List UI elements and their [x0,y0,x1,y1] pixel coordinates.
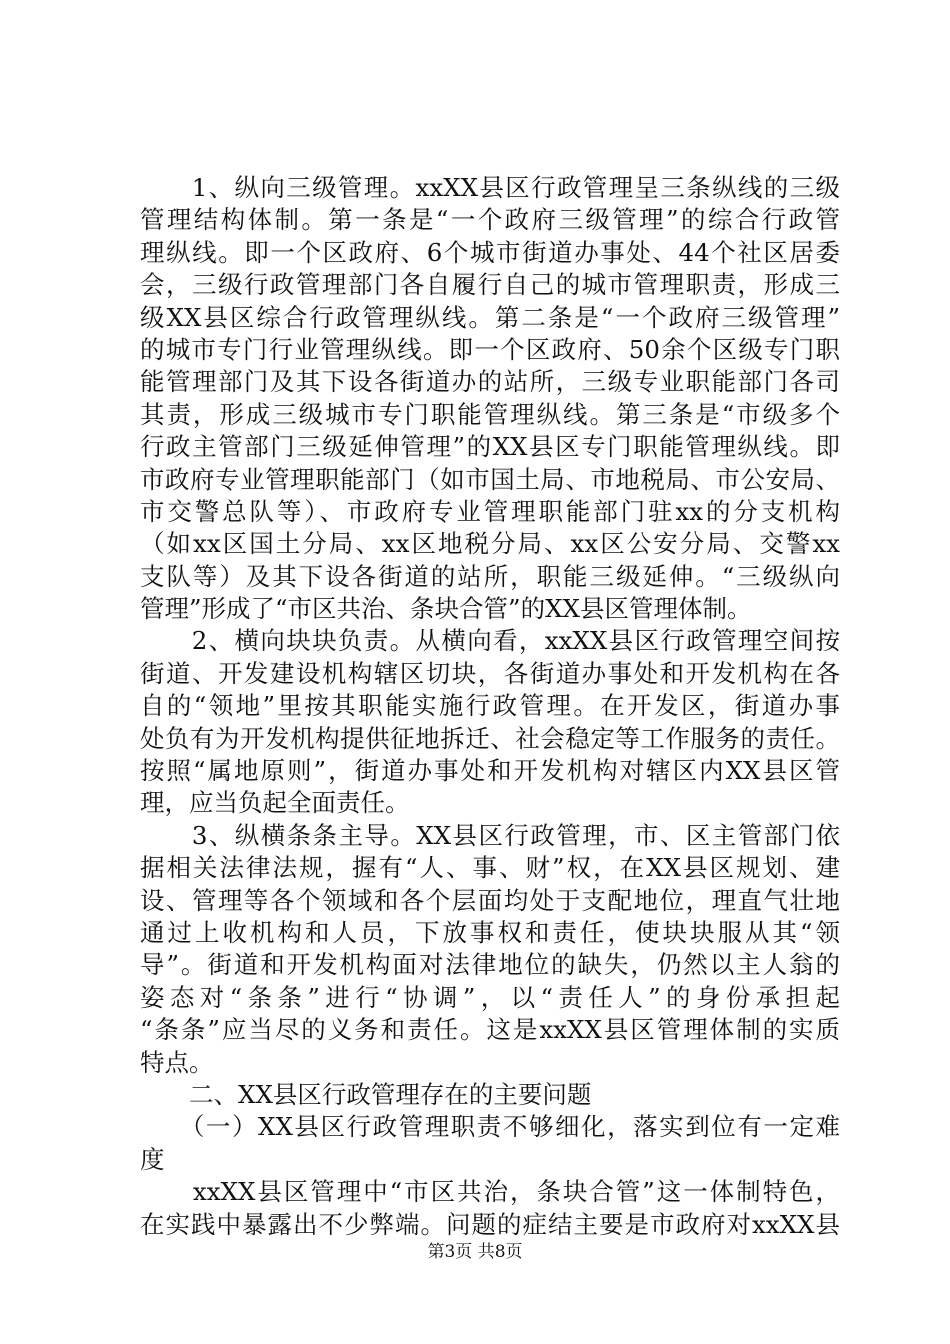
text-line: 导”。街道和开发机构面对法律地位的缺失，仍然以主人翁的 [140,950,840,980]
subsection-heading-continued: 度 [140,1144,165,1174]
text-line: 设、管理等各个领域和各个层面均处于支配地位，理直气壮地 [140,885,840,915]
text-line: 管理结构体制。第一条是“一个政府三级管理”的综合行政管 [140,205,840,235]
text-line: 3、纵横条条主导。XX县区行政管理，市、区主管部门依 [140,820,840,850]
text-line: 自的“领地”里按其职能实施行政管理。在开发区，街道办事 [140,691,840,721]
text-line: 据相关法律法规，握有“人、事、财”权，在XX县区规划、建 [140,853,840,883]
text-line: 能管理部门及其下设各街道办的站所，三级专业职能部门各司 [140,367,840,397]
text-line: 2、横向块块负责。从横向看，xxXX县区行政管理空间按 [140,626,840,656]
text-line: 通过上收机构和人员，下放事权和责任，使块块服从其“领 [140,917,840,947]
text-line: 支队等）及其下设各街道的站所，职能三级延伸。“三级纵向 [140,561,840,591]
text-line: 处负有为开发机构提供征地拆迁、社会稳定等工作服务的责任。 [140,723,840,753]
text-line: 街道、开发建设机构辖区切块，各街道办事处和开发机构在各 [140,658,840,688]
text-line: 姿态对“条条”进行“协调”，以“责任人”的身份承担起 [140,982,840,1012]
text-line: 行政主管部门三级延伸管理”的XX县区专门职能管理纵线。即 [140,432,840,462]
text-line: “条条”应当尽的义务和责任。这是xxXX县区管理体制的实质 [140,1015,840,1045]
text-line: 特点。 [140,1047,214,1077]
document-body [140,172,840,1241]
text-line: 其责，形成三级城市专门职能管理纵线。第三条是“市级多个 [140,399,840,429]
text-line: 级XX县区综合行政管理纵线。第二条是“一个政府三级管理” [140,302,840,332]
text-line: 在实践中暴露出不少弊端。问题的症结主要是市政府对xxXX县 [140,1209,840,1239]
text-line: 理，应当负起全面责任。 [140,788,410,818]
text-line: （如xx区国土分局、xx区地税分局、xx区公安分局、交警xx [140,529,840,559]
text-line: 管理”形成了“市区共治、条块合管”的XX县区管理体制。 [140,594,752,624]
text-line: 市政府专业管理职能部门（如市国土局、市地税局、市公安局、 [140,464,840,494]
text-line: 市交警总队等）、市政府专业管理职能部门驻xx的分支机构 [140,496,840,526]
subsection-heading: （一）XX县区行政管理职责不够细化，落实到位有一定难 [140,1112,840,1142]
text-line: 的城市专门行业管理纵线。即一个区政府、50余个区级专门职 [140,334,840,364]
page-number-footer: 第3页 共8页 [427,1242,523,1262]
text-line: xxXX县区管理中“市区共治，条块合管”这一体制特色， [140,1177,840,1207]
section-heading: 二、XX县区行政管理存在的主要问题 [140,1079,592,1109]
text-line: 按照“属地原则”，街道办事处和开发机构对辖区内XX县区管 [140,756,840,786]
text-line: 1、纵向三级管理。xxXX县区行政管理呈三条纵线的三级 [140,173,840,202]
text-line: 理纵线。即一个区政府、6个城市街道办事处、44个社区居委 [140,237,840,267]
text-line: 会，三级行政管理部门各自履行自己的城市管理职责，形成三 [140,270,840,300]
